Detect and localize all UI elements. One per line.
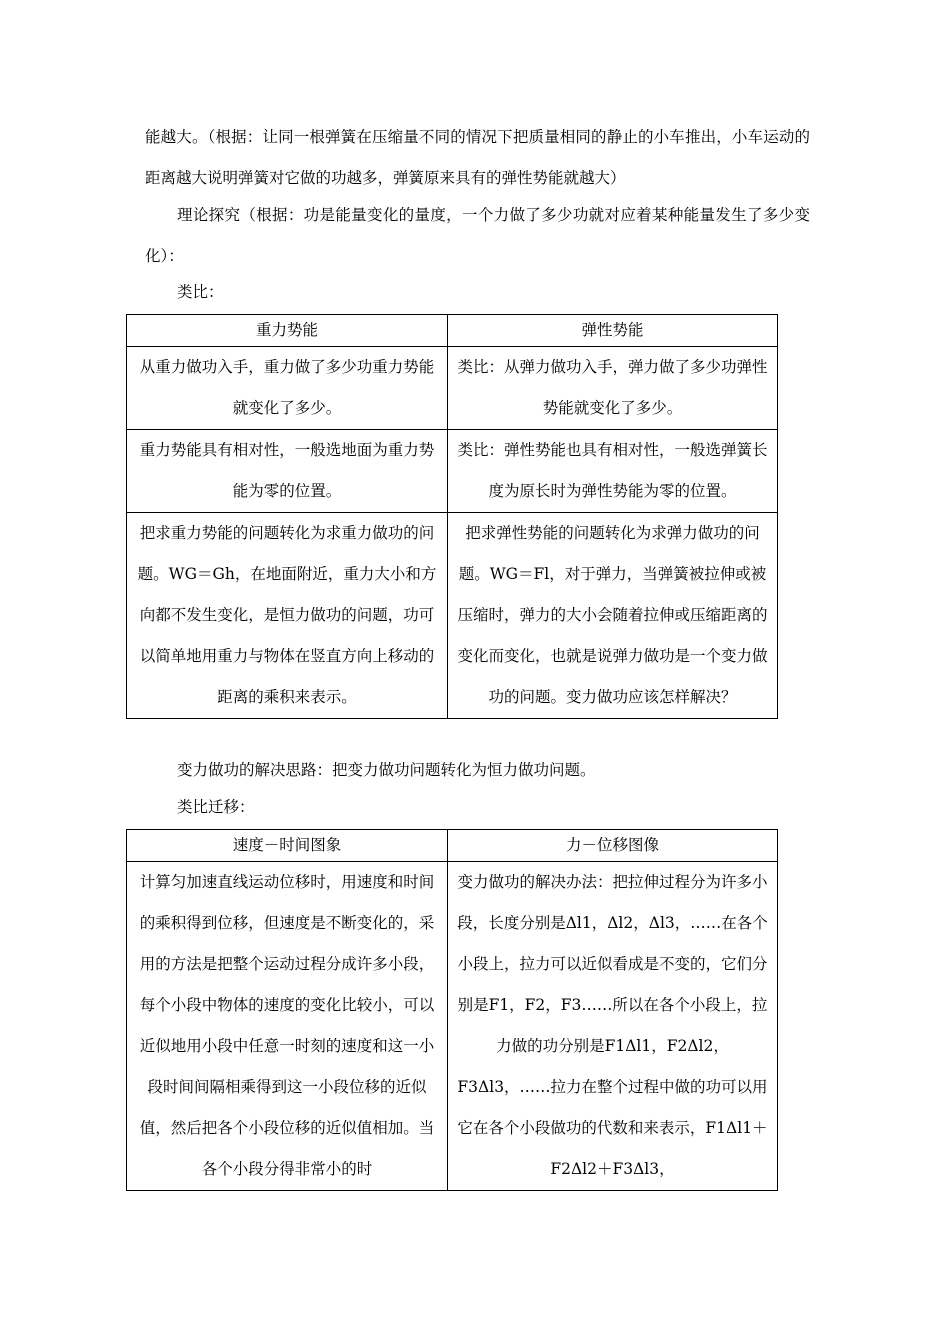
table-cell: 变力做功的解决办法：把拉伸过程分为许多小段，长度分别是Δl1，Δl2，Δl3，……在各个小段上，拉力可以近似看成是不变的，它们分别是F1，F2，F3……所以在各个小段上，拉力做的功分别是F1Δl1，F2Δl2，F3Δl3，……拉力在整个过程中做的功可以用它在各个小段做功的代数和来表示，F1Δl1＋F2Δl2＋F3Δl3， bbox=[448, 862, 778, 1191]
table-row bbox=[127, 513, 778, 719]
table-cell: 类比：弹性势能也具有相对性，一般选弹簧长度为原长时为弹性势能为零的位置。 bbox=[448, 430, 778, 513]
table-row bbox=[127, 862, 778, 1191]
table-header-cell: 速度－时间图象 bbox=[127, 830, 448, 862]
analogy-table bbox=[126, 314, 778, 719]
paragraph-analogy-transfer-label: 类比迁移： bbox=[177, 798, 255, 816]
table-cell: 把求重力势能的问题转化为求重力做功的问题。WG＝Gh，在地面附近，重力大小和方向都不发生变化，是恒力做功的问题，功可以简单地用重力与物体在竖直方向上移动的距离的乘积来表示。 bbox=[127, 513, 448, 719]
table-cell: 重力势能具有相对性，一般选地面为重力势能为零的位置。 bbox=[127, 430, 448, 513]
paragraph-spring-experiment: 能越大。（根据：让同一根弹簧在压缩量不同的情况下把质量相同的静止的小车推出，小车运动的距离越大说明弹簧对它做的功越多，弹簧原来具有的弹性势能就越大） bbox=[145, 128, 810, 187]
paragraph-theory-inquiry: 理论探究（根据：功是能量变化的量度，一个力做了多少功就对应着某种能量发生了多少变化）： bbox=[145, 206, 810, 265]
table-row bbox=[127, 347, 778, 430]
table-cell: 从重力做功入手，重力做了多少功重力势能就变化了多少。 bbox=[127, 347, 448, 430]
paragraph-analogy-label: 类比： bbox=[177, 283, 224, 301]
paragraph-variable-force-idea: 变力做功的解决思路：把变力做功问题转化为恒力做功问题。 bbox=[177, 761, 596, 779]
analogy-transfer-table bbox=[126, 829, 778, 1191]
table-header-cell: 弹性势能 bbox=[448, 315, 778, 347]
table-header-row bbox=[127, 315, 778, 347]
table-header-row bbox=[127, 830, 778, 862]
table-row bbox=[127, 430, 778, 513]
table-cell: 把求弹性势能的问题转化为求弹力做功的问题。WG＝Fl，对于弹力，当弹簧被拉伸或被压缩时，弹力的大小会随着拉伸或压缩距离的变化而变化，也就是说弹力做功是一个变力做功的问题。变力做功应该怎样解决？ bbox=[448, 513, 778, 719]
table-header-cell: 力－位移图像 bbox=[448, 830, 778, 862]
table-cell: 计算匀加速直线运动位移时，用速度和时间的乘积得到位移，但速度是不断变化的，采用的方法是把整个运动过程分成许多小段，每个小段中物体的速度的变化比较小，可以近似地用小段中任意一时刻的速度和这一小段时间间隔相乘得到这一小段位移的近似值，然后把各个小段位移的近似值相加。当各个小段分得非常小的时 bbox=[127, 862, 448, 1191]
table-cell: 类比：从弹力做功入手，弹力做了多少功弹性势能就变化了多少。 bbox=[448, 347, 778, 430]
table-header-cell: 重力势能 bbox=[127, 315, 448, 347]
